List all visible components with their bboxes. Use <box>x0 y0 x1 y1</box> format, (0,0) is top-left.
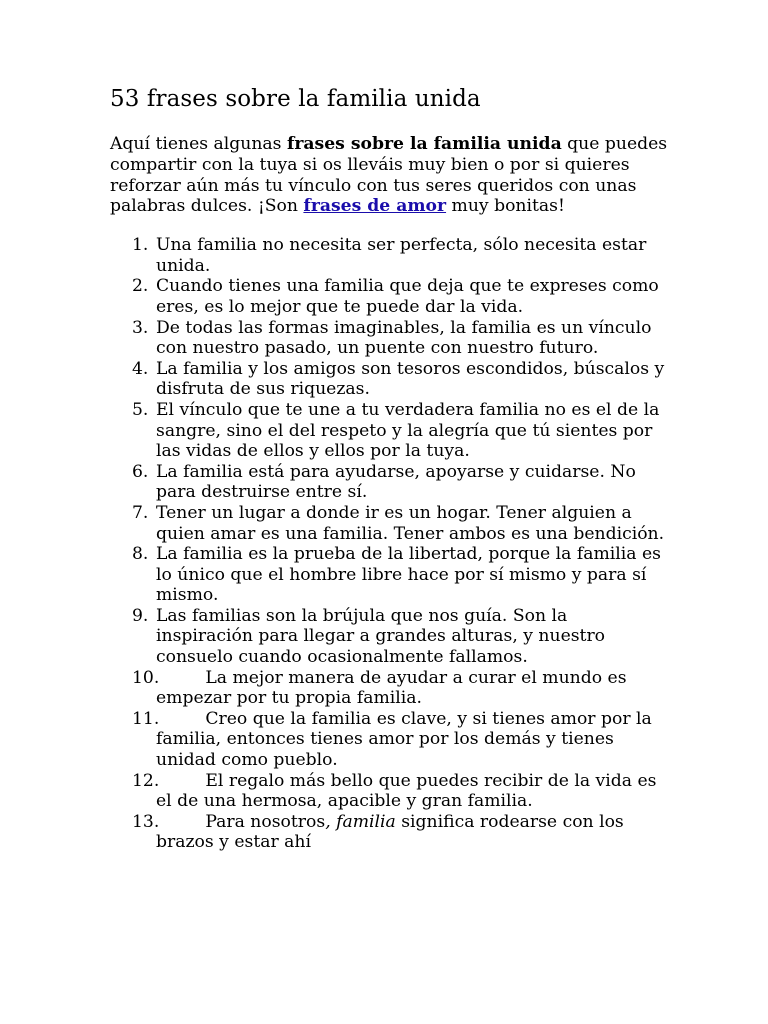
list-item <box>110 462 668 503</box>
list-item-text: Tener un lugar a donde ir es un hogar. Tener alguien a quien amar es una familia. Tener ambos es una bendición. <box>156 502 665 544</box>
list-item-number: 5. <box>132 399 149 420</box>
list-item-number: 10. <box>132 667 160 688</box>
list-item <box>110 544 668 606</box>
list-item-number: 7. <box>132 502 149 523</box>
intro-bold-phrase: frases sobre la familia unida <box>286 134 562 154</box>
list-item-text: Cuando tienes una familia que deja que te expreses como eres, es lo mejor que te puede dar la vida. <box>156 276 659 317</box>
list-item-number: 2. <box>132 276 149 297</box>
list-item-text: Una familia no necesita ser perfecta, sólo necesita estar unida. <box>156 235 647 276</box>
list-item <box>110 235 668 276</box>
list-item-text: Creo que la familia es clave, y si tienes amor por la familia, entonces tienes amor por los demás y tienes unidad como pueblo. <box>156 708 652 771</box>
list-item <box>110 771 668 812</box>
list-item-text: El vínculo que te une a tu verdadera familia no es el de la sangre, sino el del respeto y la alegría que tú sientes por las vidas de ellos y ellos por la tuya. <box>156 399 660 462</box>
list-item <box>110 359 668 400</box>
list-item-number: 3. <box>132 317 149 338</box>
list-item-number: 4. <box>132 358 149 379</box>
list-item <box>110 276 668 317</box>
list-item-text: De todas las formas imaginables, la familia es un vínculo con nuestro pasado, un puente con nuestro futuro. <box>156 317 652 359</box>
list-item <box>110 400 668 462</box>
list-item-number: 11. <box>132 708 160 729</box>
list-item-text-b: significa rodearse con los brazos y estar ahí <box>156 811 624 853</box>
frases-de-amor-link[interactable]: frases de amor <box>303 196 447 217</box>
list-item-number: 8. <box>132 544 149 565</box>
list-item-number: 9. <box>132 605 149 626</box>
list-item-text: La familia es la prueba de la libertad, porque la familia es lo único que el hombre libre hace por sí mismo y para sí mismo. <box>156 544 661 606</box>
list-item <box>110 606 668 668</box>
quotes-list <box>110 235 668 853</box>
list-item-number: 13. <box>132 811 160 832</box>
intro-text-1: Aquí tienes algunas <box>110 134 287 154</box>
list-item <box>110 318 668 359</box>
list-item-number: 12. <box>132 770 160 791</box>
page-title: 53 frases sobre la familia unida <box>110 86 481 112</box>
intro-paragraph <box>110 134 668 217</box>
list-item-text-em: , familia <box>325 811 396 832</box>
intro-text-2: que puedes compartir con la tuya si os lleváis muy bien o por si quieres reforzar aún más tu vínculo con tus seres queridos con unas palabras dulces. ¡Son <box>110 134 668 217</box>
list-item <box>110 812 668 853</box>
list-item <box>110 503 668 544</box>
list-item-text: El regalo más bello que puedes recibir de la vida es el de una hermosa, apacible y gran familia. <box>156 770 657 812</box>
list-item-text-a: Para nosotros <box>205 811 326 832</box>
list-item-text: La mejor manera de ayudar a curar el mundo es empezar por tu propia familia. <box>156 667 627 709</box>
list-item-text: Las familias son la brújula que nos guía. Son la inspiración para llegar a grandes alturas, y nuestro consuelo cuando ocasionalmente fallamos. <box>156 605 606 668</box>
list-item <box>110 709 668 771</box>
list-item-number: 1. <box>132 235 149 256</box>
list-item <box>110 668 668 709</box>
list-item-text: La familia y los amigos son tesoros escondidos, búscalos y disfruta de sus riquezas. <box>156 358 665 400</box>
list-item-text: La familia está para ayudarse, apoyarse y cuidarse. No para destruirse entre sí. <box>156 461 636 503</box>
list-item-number: 6. <box>132 461 149 482</box>
intro-text-3: muy bonitas! <box>446 196 565 217</box>
